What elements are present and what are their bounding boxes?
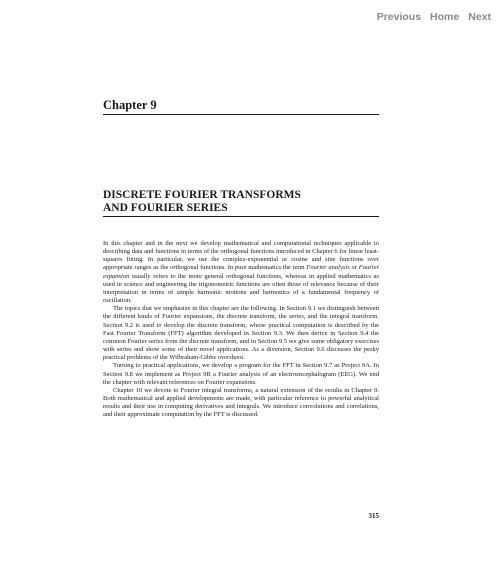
body-text [103, 240, 379, 419]
paragraph-intro-text-1: In this chapter and in the next we develop mathematical and computational techniques applicable to describing data and functions in terms of the orthogonal functions introduced in Chapter 6 for linear least-squares fitting. In particular, we use the complex-exponential or cosine and sine functions over appropriate ranges as the orthogonal functions. In pure mathematics the term [103, 240, 379, 272]
next-link[interactable]: Next [468, 11, 491, 23]
page-number: 315 [368, 512, 379, 520]
paragraph-applications: Turning to practical applications, we develop a program for the FFT in Section 9.7 as Project 9A. In Section 9.8 we implement as Project 9B a Fourier analysis of an electroencephalogram (EEG). We end the chapter with relevant references on Fourier expansions. [103, 362, 379, 386]
paragraph-intro-text-3: usually refers to the more general orthogonal functions, whereas in applied mathematics as used in science and engineering the trigonometric functions are often those of relevance because of their interpretation in terms of simple harmonic motions and harmonics of a fundamental frequency of oscillation. [103, 272, 379, 305]
paragraph-intro [103, 240, 379, 305]
chapter-title [103, 189, 379, 217]
paragraph-topics: The topics that we emphasize in this chapter are the following. In Section 9.1 we distinguish between the different kinds of Fourier expansions, the discrete transform, the series, and the integral transform. Section 9.2 is used to develop the discrete transform, whose practical computation is described by the Fast Fourier Transform (FFT) algorithm developed in Section 9.3. We then derive in Section 9.4 the common Fourier series from the discrete transform, and in Section 9.5 we give some obligatory exercises with series and show some of their novel applications. As a diversion, Section 9.6 discusses the pesky practical problems of the Wilbraham-Gibbs overshoot. [103, 305, 379, 362]
previous-link[interactable]: Previous [376, 11, 422, 23]
paragraph-intro-text-2: or [349, 264, 359, 272]
term-fourier-analysis: Fourier analysis [306, 264, 350, 272]
term-fourier-expansion: Fourier expansion [103, 264, 380, 280]
home-link[interactable]: Home [430, 11, 460, 23]
chapter-title-line-2: AND FOURIER SERIES [103, 202, 228, 214]
chapter-label: Chapter 9 [103, 98, 379, 115]
paragraph-chapter-10: Chapter 10 we devote to Fourier integral transforms, a natural extension of the results in Chapter 9. Both mathematical and applied developments are made, with particular reference to powerful analytical results and their use in computing derivatives and integrals. We introduce convolutions and correlations, and their approximate computation by the FFT is discussed. [103, 386, 379, 419]
navigation-bar [377, 11, 491, 23]
chapter-title-line-1: DISCRETE FOURIER TRANSFORMS [103, 189, 301, 201]
